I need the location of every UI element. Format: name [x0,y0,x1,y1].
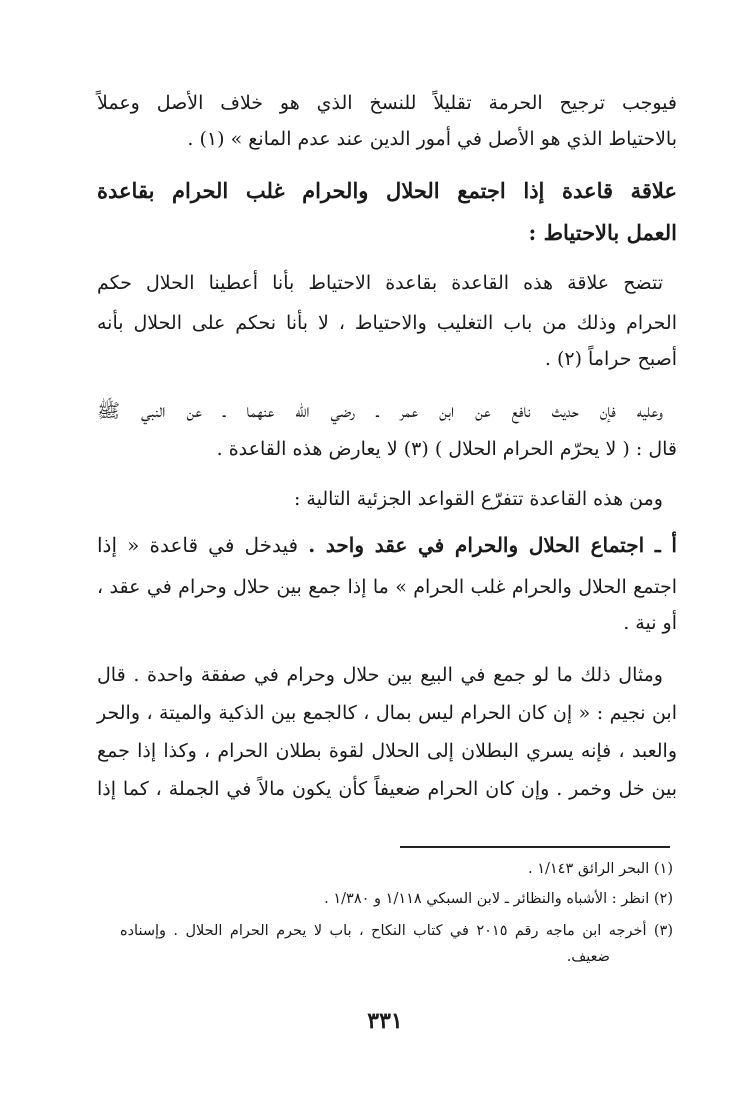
section-heading-line-2: العمل بالاحتياط : [528,220,677,245]
subheading-a-rest: فيدخل في قاعدة « إذا [97,533,309,557]
paragraph-5-line-1 [97,530,677,560]
footnote-separator [400,846,670,848]
paragraph-6-line-3: والعبد ، فإنه يسري البطلان إلى الحلال لقوة بطلان الحرام ، وكذا إذا جمع [97,740,677,762]
paragraph-6-line-4: بين خل وخمر . وإن كان الحرام ضعيفاً كأن يكون مالاً في الجملة ، كما إذا [97,778,677,800]
paragraph-5-line-2: اجتمع الحلال والحرام غلب الحرام » ما إذا جمع بين حلال وحرام في عقد ، [97,576,677,598]
paragraph-2-line-2: الحرام وذلك من باب التغليب والاحتياط ، لا بأنا نحكم على الحلال بأنه [97,312,677,334]
paragraph-5-line-3: أو نية . [623,612,677,634]
paragraph-6-line-2: ابن نجيم : « إن كان الحرام ليس بمال ، كالجمع بين الذكية والميتة ، والحر [97,702,677,724]
section-heading-line-1: علاقة قاعدة إذا اجتمع الحلال والحرام غلب الحرام بقاعدة [97,178,677,203]
paragraph-4-line-1: ومن هذه القاعدة تتفرّع القواعد الجزئية التالية : [293,488,663,510]
page-number: ٣٣١ [367,1008,403,1034]
paragraph-2-line-1: تتضح علاقة هذه القاعدة بقاعدة الاحتياط بأنا أعطينا الحلال حكم [97,272,663,294]
paragraph-3-line-1: وعليه فإن حديث نافع عن ابن عمر ـ رضي الله عنهما ـ عن النبي ﷺ [97,400,663,422]
subheading-a: أ ـ اجتماع الحلال والحرام في عقد واحد . [308,533,677,557]
paragraph-1-line-2: بالاحتياط الذي هو الأصل في أمور الدين عند عدم المانع » (١) . [187,128,677,150]
paragraph-3-line-2: قال : ( لا يحرّم الحرام الحلال ) (٣) لا يعارض هذه القاعدة . [216,438,677,460]
footnote-1: (١) البحر الرائق ١/١٤٣ . [527,861,673,877]
footnote-3-line-1: (٣) أخرجه ابن ماجه رقم ٢٠١٥ في كتاب النكاح ، باب لا يحرم الحرام الحلال . وإسناده [120,923,674,939]
paragraph-2-line-3: أصبح حراماً (٢) . [544,348,677,370]
paragraph-1-line-1: فيوجب ترجيح الحرمة تقليلاً للنسخ الذي هو خلاف الأصل وعملاً [97,92,677,114]
footnote-2: (٢) انظر : الأشباه والنظائر ـ لابن السبكي ١/١١٨ و ١/٣٨٠ . [324,891,673,907]
footnote-3-line-2: ضعيف. [566,949,610,965]
paragraph-6-line-1: ومثال ذلك ما لو جمع في البيع بين حلال وحرام في صفقة واحدة . قال [97,664,663,686]
